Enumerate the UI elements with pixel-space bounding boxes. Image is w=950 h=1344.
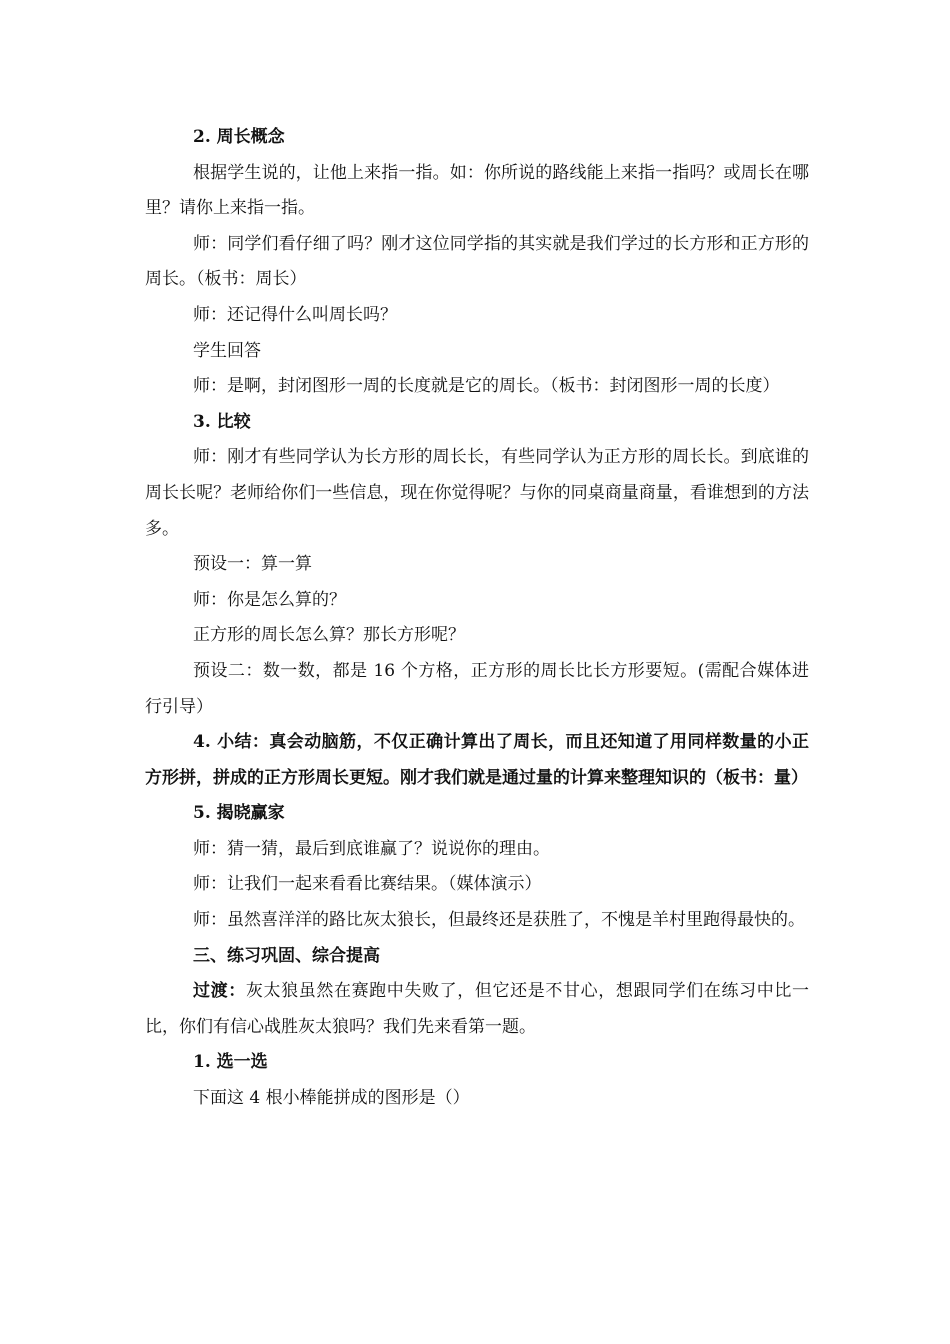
question-heading-choose: 1. 选一选: [193, 1052, 268, 1073]
paragraph: 师：虽然喜洋洋的路比灰太狼长，但最终还是获胜了，不愧是羊村里跑得最快的。: [193, 910, 805, 931]
transition-text: 灰太狼虽然在赛跑中失败了，但它还是不甘心，想跟同学们在练习中比一比，你们有信心战胜灰太狼吗？我们先来看第一题。: [145, 981, 810, 1037]
paragraph: 师：猜一猜，最后到底谁赢了？说说你的理由。: [193, 838, 550, 859]
paragraph: 师：还记得什么叫周长吗？: [193, 304, 397, 325]
paragraph: 师：是啊，封闭图形一周的长度就是它的周长。（板书：封闭图形一周的长度）: [193, 376, 780, 397]
paragraph: 师：让我们一起来看看比赛结果。（媒体演示）: [193, 874, 542, 895]
section-heading-compare: 3. 比较: [193, 411, 251, 432]
question-text: 下面这 4 根小棒能拼成的图形是（）: [193, 1088, 470, 1109]
paragraph: 学生回答: [193, 340, 261, 361]
section-heading-perimeter-concept: 2. 周长概念: [193, 127, 285, 147]
paragraph: 师：你是怎么算的？: [193, 589, 346, 610]
paragraph: 师：同学们看仔细了吗？刚才这位同学指的其实就是我们学过的长方形和正方形的周长。（板书：周长）: [145, 233, 809, 290]
document-page: [145, 120, 809, 1117]
paragraph: 根据学生说的，让他上来指一指。如：你所说的路线能上来指一指吗？或周长在哪里？请你上来指一指。: [145, 162, 809, 219]
section-heading-practice: 三、练习巩固、综合提高: [193, 945, 380, 966]
paragraph: 预设二：数一数，都是 16 个方格，正方形的周长比长方形要短。(需配合媒体进行引导）: [145, 660, 809, 717]
summary-paragraph: 4. 小结：真会动脑筋，不仅正确计算出了周长，而且还知道了用同样数量的小正方形拼，拼成的正方形周长更短。刚才我们就是通过量的计算来整理知识的（板书：量）: [145, 732, 809, 788]
paragraph: 预设一：算一算: [193, 554, 312, 575]
paragraph: 正方形的周长怎么算？那长方形呢？: [193, 625, 465, 646]
section-heading-reveal-winner: 5. 揭晓赢家: [193, 803, 285, 824]
transition-label: 过渡：: [193, 981, 246, 1002]
transition-paragraph: [145, 974, 809, 1045]
paragraph: 师：刚才有些同学认为长方形的周长长，有些同学认为正方形的周长长。到底谁的周长长呢？老师给你们一些信息，现在你觉得呢？与你的同桌商量商量，看谁想到的方法多。: [145, 447, 809, 539]
